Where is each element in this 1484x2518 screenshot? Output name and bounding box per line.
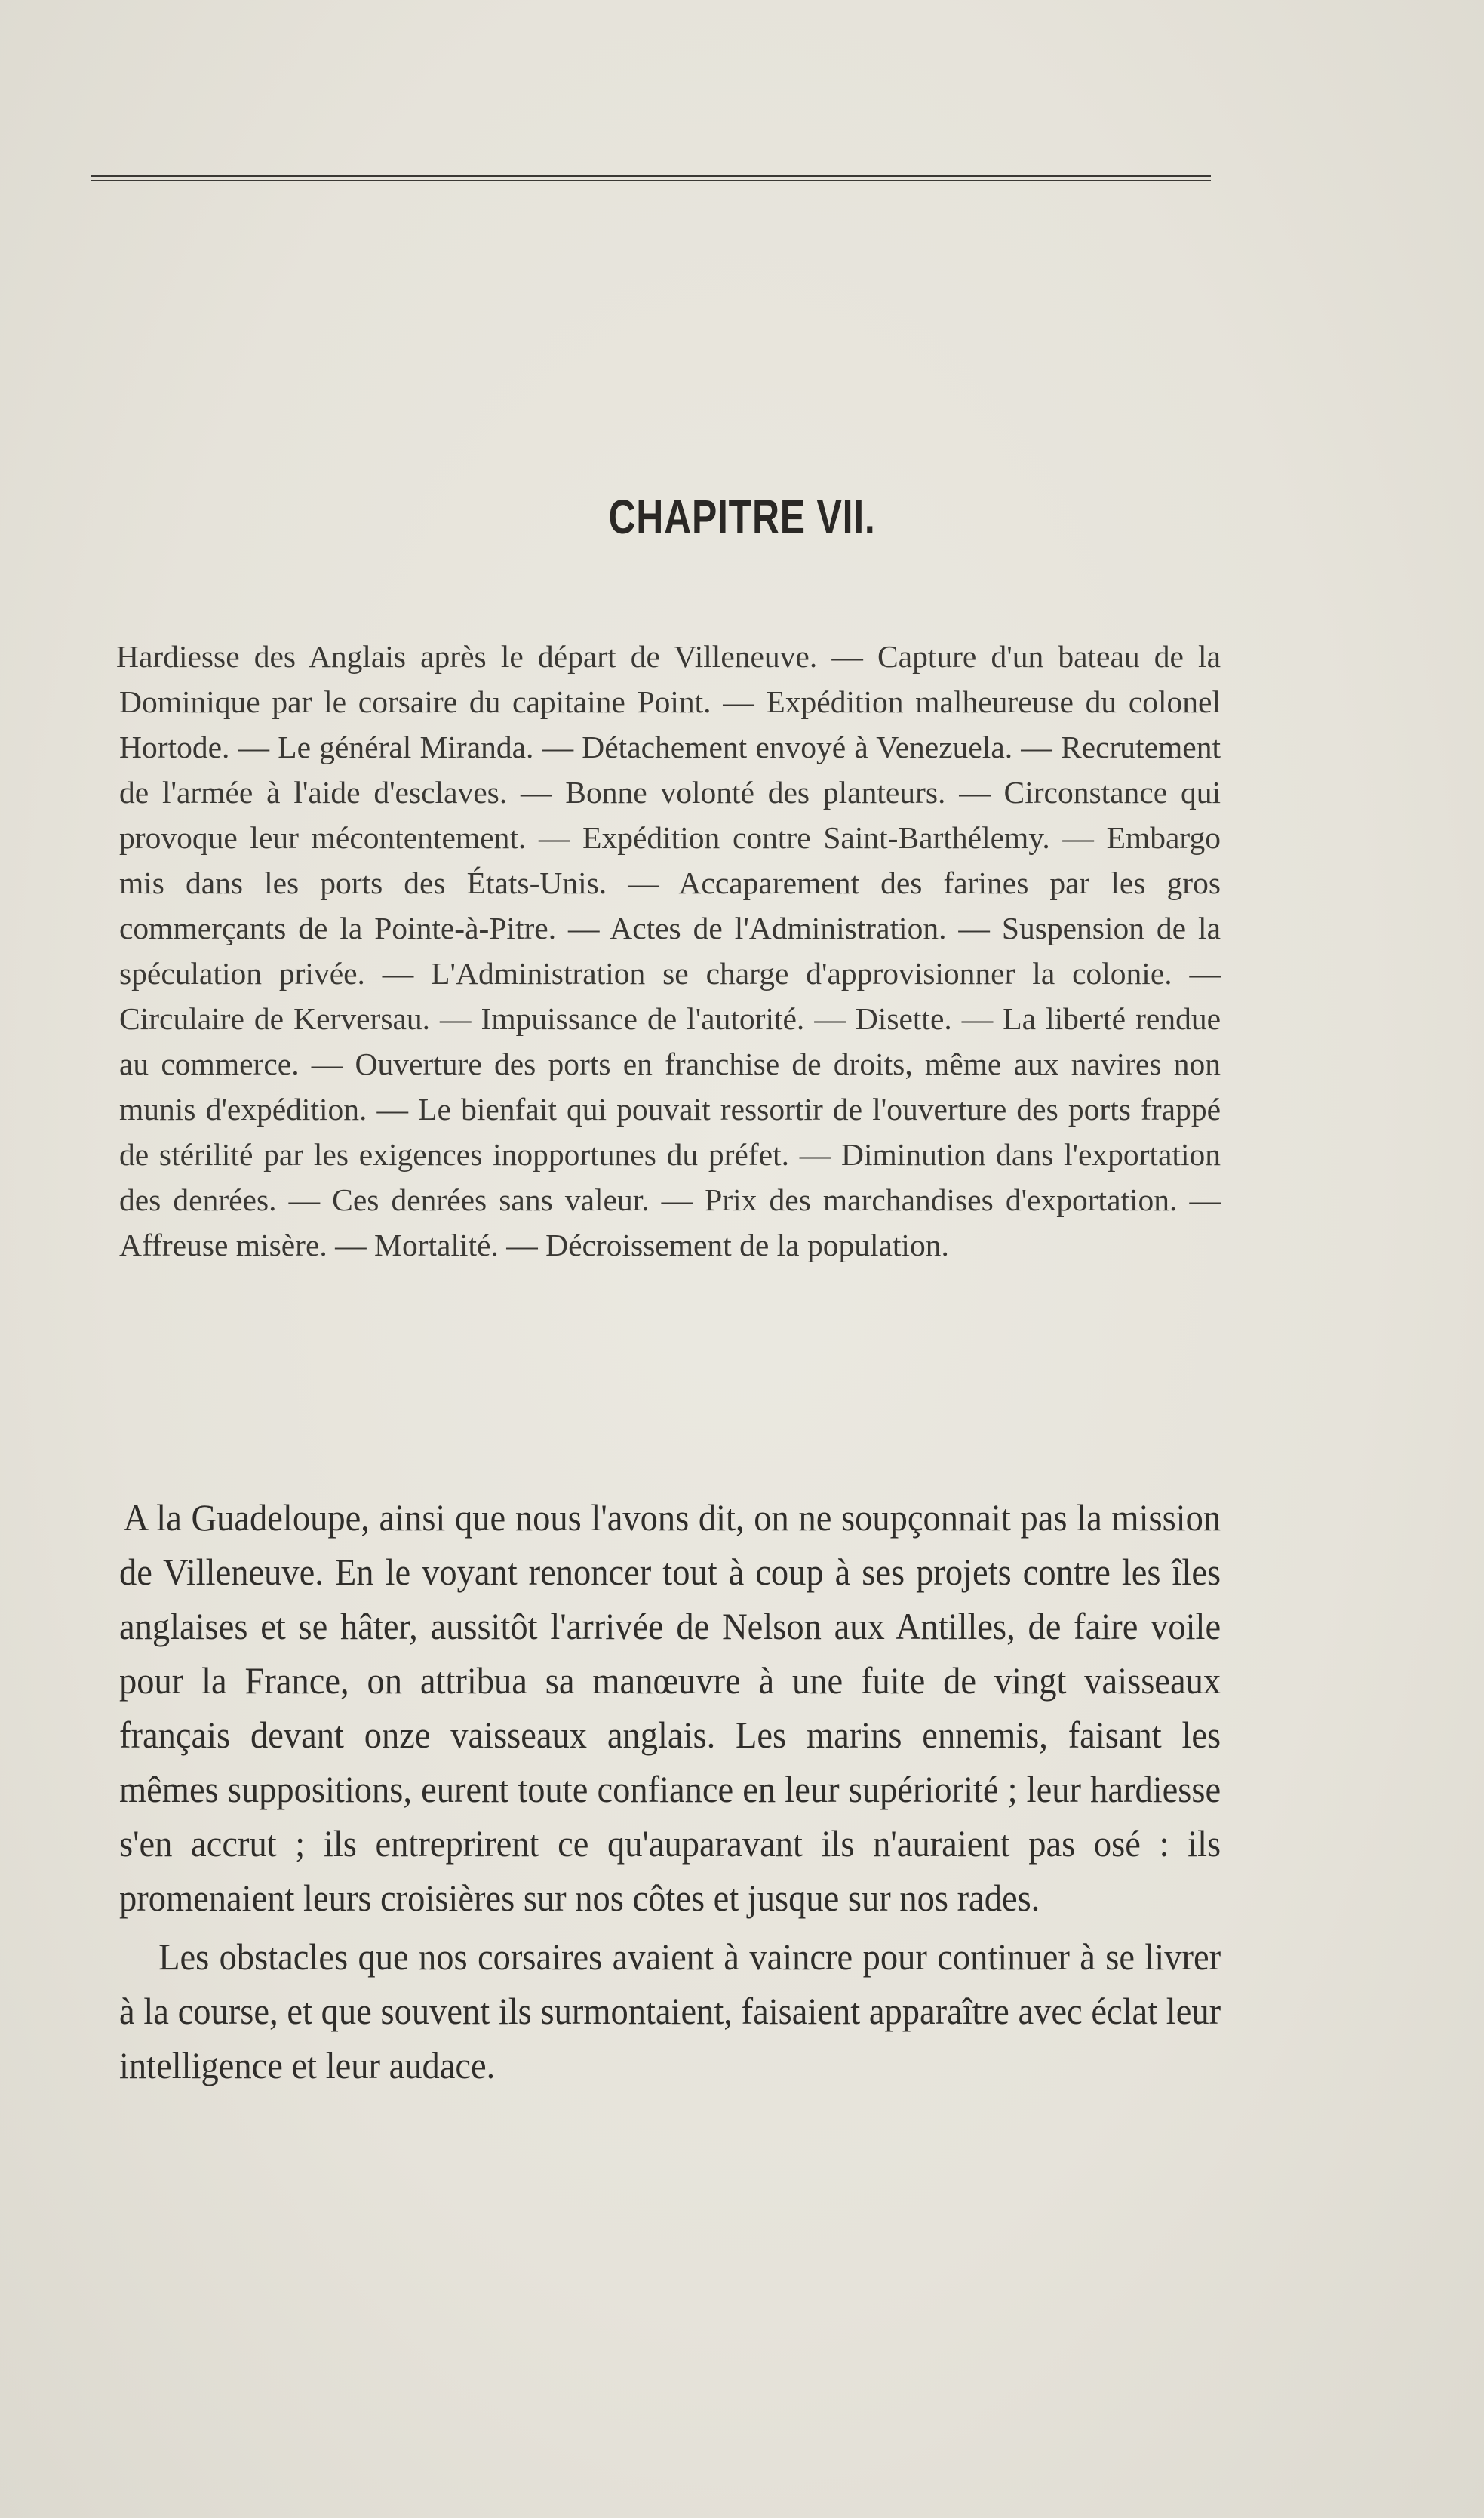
chapter-title: CHAPITRE VII.	[608, 490, 876, 544]
header-rule	[91, 175, 1211, 177]
chapter-summary	[116, 634, 1221, 1268]
chapter-summary-text: Hardiesse des Anglais après le départ de Villeneuve. — Capture d'un bateau de la Dominique par le corsaire du capitaine Point. — Expédition malheureuse du colonel Hortode. — Le général Miranda. — Détachement envoyé à Venezuela. — Recrutement de l'armée à l'aide d'esclaves. — Bonne volonté des planteurs. — Circonstance qui provoque leur mécontentement. — Expédition contre Saint-Barthélemy. — Embargo mis dans les ports des États-Unis. — Accaparement des farines par les gros commerçants de la Pointe-à-Pitre. — Actes de l'Administration. — Suspension de la spéculation privée. — L'Administration se charge d'approvisionner la colonie. — Circulaire de Kerversau. — Impuissance de l'autorité. — Disette. — La liberté rendue au commerce. — Ouverture des ports en franchise de droits, même aux navires non munis d'expédition. — Le bienfait qui pouvait ressortir de l'ouverture des ports frappé de stérilité par les exigences inopportunes du préfet. — Diminution dans l'exportation des denrées. — Ces denrées sans valeur. — Prix des marchandises d'exportation. — Affreuse misère. — Mortalité. — Décroissement de la population.	[116, 639, 1221, 1262]
body-text	[119, 1490, 1221, 2092]
body-paragraph-2: Les obstacles que nos corsaires avaient à vaincre pour continuer à se livrer à la course, et que souvent ils surmontaient, faisaient apparaître avec éclat leur intelligence et leur audace.	[119, 1935, 1221, 2086]
body-paragraph-1: A la Guadeloupe, ainsi que nous l'avons dit, on ne soupçonnait pas la mission de Villeneuve. En le voyant renoncer tout à coup à ses projets contre les îles anglaises et se hâter, aussitôt l'arrivée de Nelson aux Antilles, de faire voile pour la France, on attribua sa manœuvre à une fuite de vingt vaisseaux français devant onze vaisseaux anglais. Les marins ennemis, faisant les mêmes suppositions, eurent toute confiance en leur supériorité ; leur hardiesse s'en accrut ; ils entreprirent ce qu'auparavant ils n'auraient pas osé : ils promenaient leurs croisières sur nos côtes et jusque sur nos rades.	[119, 1496, 1221, 1919]
